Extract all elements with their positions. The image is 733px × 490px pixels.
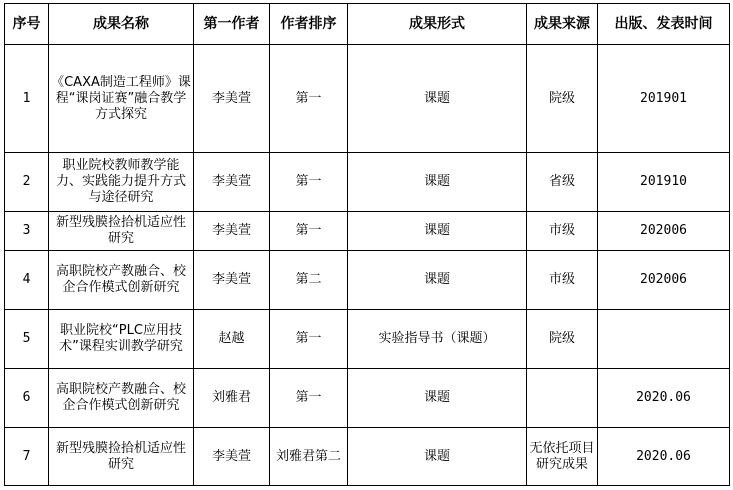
cell-date: 201901 <box>598 45 730 153</box>
cell-name: 职业院校“PLC应用技术”课程实训教学研究 <box>49 310 194 369</box>
cell-form: 课题 <box>348 45 527 153</box>
cell-source: 院级 <box>527 310 598 369</box>
header-form: 成果形式 <box>348 4 527 45</box>
table-row <box>5 428 730 486</box>
table-row <box>5 45 730 153</box>
cell-author-rank: 第一 <box>270 153 348 212</box>
cell-index: 2 <box>5 153 49 212</box>
cell-form: 实验指导书（课题） <box>348 310 527 369</box>
cell-source: 市级 <box>527 251 598 310</box>
header-name: 成果名称 <box>49 4 194 45</box>
cell-date: 202006 <box>598 251 730 310</box>
cell-index: 6 <box>5 369 49 428</box>
cell-date: 201910 <box>598 153 730 212</box>
cell-source: 无依托项目研究成果 <box>527 428 598 486</box>
table-row <box>5 251 730 310</box>
cell-index: 3 <box>5 212 49 251</box>
cell-form: 课题 <box>348 428 527 486</box>
header-index: 序号 <box>5 4 49 45</box>
cell-author-rank: 第一 <box>270 310 348 369</box>
cell-source <box>527 369 598 428</box>
cell-author-rank: 第二 <box>270 251 348 310</box>
cell-first-author: 李美萱 <box>194 428 270 486</box>
cell-index: 5 <box>5 310 49 369</box>
cell-first-author: 李美萱 <box>194 212 270 251</box>
cell-author-rank: 第一 <box>270 45 348 153</box>
table-row <box>5 153 730 212</box>
cell-form: 课题 <box>348 212 527 251</box>
table-row <box>5 369 730 428</box>
cell-date: 202006 <box>598 212 730 251</box>
cell-first-author: 李美萱 <box>194 251 270 310</box>
header-date: 出版、发表时间 <box>598 4 730 45</box>
header-author-rank: 作者排序 <box>270 4 348 45</box>
cell-name: 新型残膜捡拾机适应性研究 <box>49 212 194 251</box>
cell-date: 2020.06 <box>598 428 730 486</box>
cell-name: 高职院校产教融合、校企合作模式创新研究 <box>49 251 194 310</box>
cell-form: 课题 <box>348 369 527 428</box>
cell-date: 2020.06 <box>598 369 730 428</box>
cell-index: 4 <box>5 251 49 310</box>
cell-author-rank: 第一 <box>270 369 348 428</box>
cell-name: 职业院校教师教学能力、实践能力提升方式与途径研究 <box>49 153 194 212</box>
cell-source: 市级 <box>527 212 598 251</box>
cell-first-author: 李美萱 <box>194 45 270 153</box>
cell-source: 省级 <box>527 153 598 212</box>
header-source: 成果来源 <box>527 4 598 45</box>
cell-author-rank: 刘雅君第二 <box>270 428 348 486</box>
header-row <box>5 4 730 45</box>
cell-first-author: 赵越 <box>194 310 270 369</box>
cell-index: 1 <box>5 45 49 153</box>
cell-author-rank: 第一 <box>270 212 348 251</box>
cell-name: 高职院校产教融合、校企合作模式创新研究 <box>49 369 194 428</box>
table-row <box>5 212 730 251</box>
cell-form: 课题 <box>348 153 527 212</box>
cell-index: 7 <box>5 428 49 486</box>
header-first-author: 第一作者 <box>194 4 270 45</box>
results-table <box>4 3 730 486</box>
cell-first-author: 李美萱 <box>194 153 270 212</box>
cell-name: 新型残膜捡拾机适应性研究 <box>49 428 194 486</box>
cell-source: 院级 <box>527 45 598 153</box>
cell-name: 《CAXA制造工程师》课程“课岗证赛”融合教学方式探究 <box>49 45 194 153</box>
table-row <box>5 310 730 369</box>
cell-form: 课题 <box>348 251 527 310</box>
cell-date <box>598 310 730 369</box>
cell-first-author: 刘雅君 <box>194 369 270 428</box>
